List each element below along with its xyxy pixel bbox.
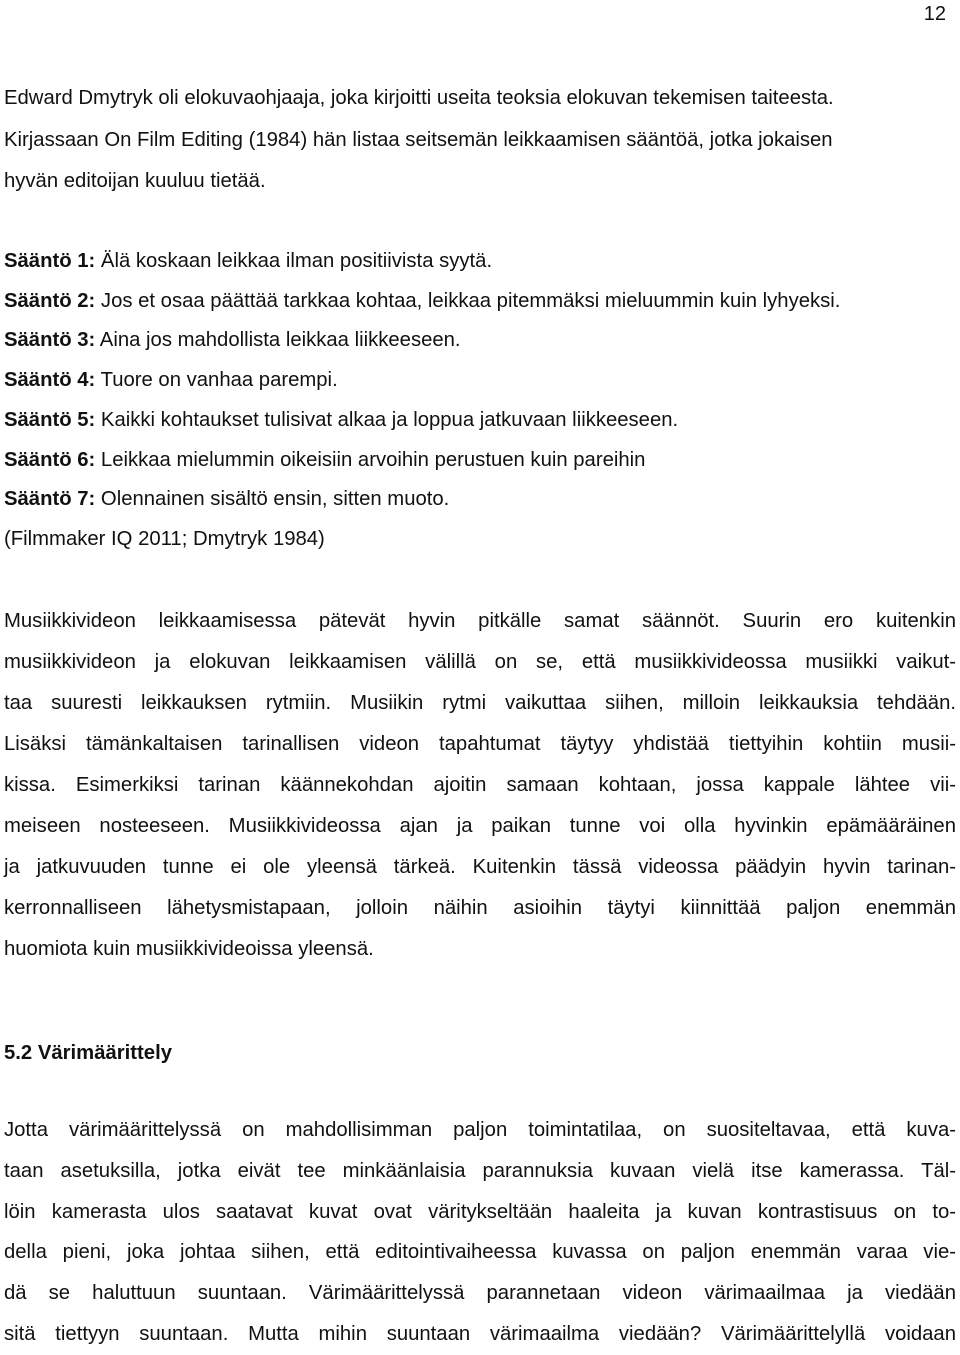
paragraph-line: della pieni, joka johtaa siihen, että editointivaiheessa kuvassa on paljon enemmän varaa vie-	[4, 1241, 956, 1264]
paragraph-line: sitä tiettyyn suuntaan. Mutta mihin suuntaan värimaailma viedään? Värimäärittelyllä voidaan	[4, 1322, 956, 1345]
rule-label: Sääntö 2:	[4, 289, 96, 312]
rule-text: Tuore on vanhaa parempi.	[95, 369, 338, 392]
rule-item	[4, 401, 956, 441]
paragraph-line: taan asetuksilla, jotka eivät tee minkäänlaisia parannuksia kuvaan vielä itse kamerassa. Täl-	[4, 1159, 956, 1182]
rule-item	[4, 480, 956, 520]
intro-line: Edward Dmytryk oli elokuvaohjaaja, joka kirjoitti useita teoksia elokuvan tekemisen taiteesta.	[4, 87, 834, 109]
intro-paragraph	[4, 78, 956, 203]
rule-label: Sääntö 5:	[4, 408, 96, 431]
citation: (Filmmaker IQ 2011; Dmytryk 1984)	[4, 527, 325, 550]
rule-text: Aina jos mahdollista leikkaa liikkeeseen.	[95, 329, 461, 352]
section-heading: 5.2 Värimäärittely	[4, 1042, 172, 1064]
rule-label: Sääntö 7:	[4, 488, 96, 511]
rule-item	[4, 282, 956, 322]
page-number: 12	[923, 3, 946, 25]
rule-item	[4, 361, 956, 401]
rule-label: Sääntö 6:	[4, 448, 96, 471]
rule-item	[4, 441, 956, 481]
rule-text: Älä koskaan leikkaa ilman positiivista syytä.	[95, 250, 493, 272]
intro-line: hyvän editoijan kuuluu tietää.	[4, 170, 266, 192]
paragraph-line: Musiikkivideon leikkaamisessa pätevät hyvin pitkälle samat säännöt. Suurin ero kuitenkin	[4, 610, 956, 632]
body-paragraph-1	[4, 601, 956, 970]
paragraph-line: kissa. Esimerkiksi tarinan käännekohdan ajoitin samaan kohtaan, jossa kappale lähtee vii-	[4, 774, 956, 796]
paragraph-line: meiseen nosteeseen. Musiikkivideossa ajan ja paikan tunne voi olla hyvinkin epämääräinen	[4, 815, 956, 837]
paragraph-line: huomiota kuin musiikkivideoissa yleensä.	[4, 938, 374, 960]
rule-item	[4, 242, 956, 282]
paragraph-line: Jotta värimäärittelyssä on mahdollisimman paljon toimintatilaa, on suositeltavaa, että kuva-	[4, 1119, 956, 1141]
paragraph-line: löin kamerasta ulos saatavat kuvat ovat väritykseltään haaleita ja kuvan kontrastisuus on to-	[4, 1200, 956, 1223]
paragraph-line: taa suuresti leikkauksen rytmiin. Musiikin rytmi vaikuttaa siihen, milloin leikkauksia tehdään.	[4, 692, 956, 714]
rules-list	[4, 242, 956, 560]
rule-text: Kaikki kohtaukset tulisivat alkaa ja loppua jatkuvaan liikkeeseen.	[95, 408, 679, 431]
paragraph-line: dä se haluttuun suuntaan. Värimäärittelyssä parannetaan videon värimaailmaa ja viedään	[4, 1282, 956, 1305]
intro-line: Kirjassaan On Film Editing (1984) hän listaa seitsemän leikkaamisen sääntöä, jotka jokaisen	[4, 128, 833, 151]
rule-text: Leikkaa mielummin oikeisiin arvoihin perustuen kuin pareihin	[95, 448, 646, 471]
paragraph-line: kerronnalliseen lähetysmistapaan, jolloin näihin asioihin täytyi kiinnittää paljon enemmän	[4, 897, 956, 919]
rule-label: Sääntö 3:	[4, 329, 96, 352]
paragraph-line: Lisäksi tämänkaltaisen tarinallisen videon tapahtumat täytyy yhdistää tiettyihin kohtiin musii-	[4, 733, 956, 755]
rule-item	[4, 321, 956, 361]
body-paragraph-2	[4, 1110, 956, 1355]
paragraph-line: ja jatkuvuuden tunne ei ole yleensä tärkeä. Kuitenkin tässä videossa päädyin hyvin tarinan-	[4, 856, 956, 878]
rule-label: Sääntö 1:	[4, 250, 96, 272]
rule-text: Olennainen sisältö ensin, sitten muoto.	[95, 488, 450, 511]
rule-text: Jos et osaa päättää tarkkaa kohtaa, leikkaa pitemmäksi mieluummin kuin lyhyeksi.	[95, 289, 841, 312]
rule-label: Sääntö 4:	[4, 369, 96, 392]
paragraph-line: musiikkivideon ja elokuvan leikkaamisen välillä on se, että musiikkivideossa musiikki vaikut-	[4, 651, 956, 673]
